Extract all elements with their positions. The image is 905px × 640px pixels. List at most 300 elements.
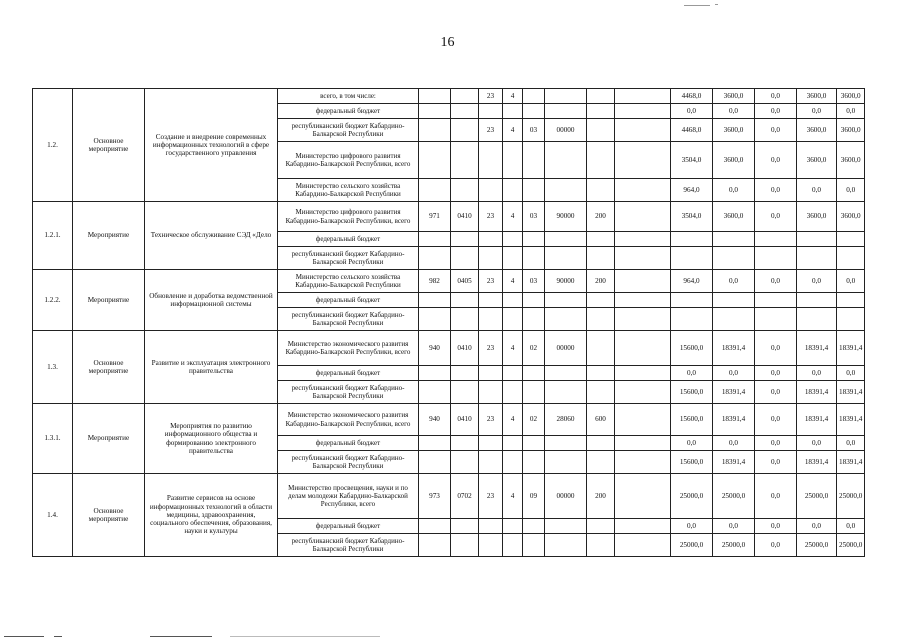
budget-code-c4: 4 — [503, 119, 523, 142]
amount-v1: 15600,0 — [671, 331, 713, 366]
budget-code-c2: 0702 — [451, 474, 479, 519]
funding-source: Министерство просвещения, науки и по делам молодежи Кабардино-Балкарской Республики, всего — [278, 474, 419, 519]
amount-v1: 25000,0 — [671, 474, 713, 519]
amount-v1: 15600,0 — [671, 381, 713, 404]
budget-code-c2: 0410 — [451, 404, 479, 436]
budget-code-c7 — [587, 534, 615, 557]
table-row — [33, 331, 865, 366]
budget-code-c6: 00000 — [545, 331, 587, 366]
budget-code-c4 — [503, 534, 523, 557]
budget-code-c1 — [419, 293, 451, 308]
funding-source: республиканский бюджет Кабардино-Балкарской Республики — [278, 534, 419, 557]
budget-code-c5 — [523, 451, 545, 474]
budget-code-c2 — [451, 293, 479, 308]
amount-v1: 3504,0 — [671, 142, 713, 179]
amount-v5: 18391,4 — [837, 451, 865, 474]
budget-code-c3: 23 — [479, 89, 503, 104]
amount-v1: 964,0 — [671, 270, 713, 293]
amount-v4: 18391,4 — [797, 381, 837, 404]
budget-code-c6 — [545, 451, 587, 474]
amount-v4: 0,0 — [797, 436, 837, 451]
amount-v5: 0,0 — [837, 270, 865, 293]
item-type: Основное мероприятие — [73, 89, 145, 202]
budget-code-c5: 02 — [523, 404, 545, 436]
empty-cell — [615, 381, 671, 404]
budget-code-c4: 4 — [503, 270, 523, 293]
amount-v1: 15600,0 — [671, 451, 713, 474]
budget-code-c4: 4 — [503, 202, 523, 232]
amount-v5: 0,0 — [837, 436, 865, 451]
budget-code-c2 — [451, 119, 479, 142]
budget-code-c7 — [587, 519, 615, 534]
amount-v3: 0,0 — [755, 451, 797, 474]
budget-code-c7 — [587, 89, 615, 104]
budget-code-c1: 940 — [419, 404, 451, 436]
budget-code-c5 — [523, 104, 545, 119]
empty-cell — [615, 308, 671, 331]
budget-code-c4: 4 — [503, 474, 523, 519]
budget-code-c4 — [503, 451, 523, 474]
budget-code-c2 — [451, 381, 479, 404]
amount-v2: 25000,0 — [713, 534, 755, 557]
budget-code-c5: 03 — [523, 202, 545, 232]
item-name: Развитие сервисов на основе информационных технологий в области медицины, здравоохранения, социального обеспечения, образования, науки и культуры — [145, 474, 278, 557]
budget-code-c6: 90000 — [545, 202, 587, 232]
budget-code-c4 — [503, 381, 523, 404]
budget-code-c4: 4 — [503, 331, 523, 366]
budget-code-c1 — [419, 381, 451, 404]
budget-code-c6 — [545, 104, 587, 119]
item-type: Основное мероприятие — [73, 331, 145, 404]
budget-code-c2 — [451, 142, 479, 179]
amount-v1 — [671, 308, 713, 331]
empty-cell — [615, 436, 671, 451]
amount-v2: 3600,0 — [713, 202, 755, 232]
amount-v2: 0,0 — [713, 436, 755, 451]
budget-code-c2 — [451, 179, 479, 202]
amount-v4: 0,0 — [797, 179, 837, 202]
funding-source: республиканский бюджет Кабардино-Балкарской Республики — [278, 308, 419, 331]
empty-cell — [615, 247, 671, 270]
scan-mark — [684, 5, 710, 6]
budget-code-c7: 600 — [587, 404, 615, 436]
funding-source: Министерство экономического развития Кабардино-Балкарской Республики, всего — [278, 331, 419, 366]
amount-v4: 18391,4 — [797, 331, 837, 366]
funding-source: Министерство сельского хозяйства Кабардино-Балкарской Республики — [278, 270, 419, 293]
funding-source: федеральный бюджет — [278, 232, 419, 247]
budget-code-c3 — [479, 451, 503, 474]
funding-source: Министерство сельского хозяйства Кабардино-Балкарской Республики — [278, 179, 419, 202]
budget-code-c5: 03 — [523, 270, 545, 293]
amount-v1: 0,0 — [671, 519, 713, 534]
table-row — [33, 474, 865, 519]
budget-code-c3 — [479, 293, 503, 308]
budget-code-c4 — [503, 104, 523, 119]
budget-code-c7 — [587, 232, 615, 247]
amount-v3: 0,0 — [755, 202, 797, 232]
scan-mark — [715, 4, 718, 5]
amount-v4: 3600,0 — [797, 89, 837, 104]
budget-code-c3 — [479, 308, 503, 331]
budget-code-c6 — [545, 381, 587, 404]
budget-code-c7: 200 — [587, 202, 615, 232]
amount-v3: 0,0 — [755, 179, 797, 202]
budget-code-c5 — [523, 308, 545, 331]
budget-code-c7 — [587, 366, 615, 381]
budget-code-c3: 23 — [479, 404, 503, 436]
budget-code-c7: 200 — [587, 474, 615, 519]
budget-code-c5 — [523, 366, 545, 381]
funding-source: федеральный бюджет — [278, 366, 419, 381]
amount-v5 — [837, 232, 865, 247]
budget-code-c5 — [523, 247, 545, 270]
budget-code-c6 — [545, 293, 587, 308]
item-number: 1.3.1. — [33, 404, 73, 474]
amount-v3: 0,0 — [755, 534, 797, 557]
budget-code-c6 — [545, 366, 587, 381]
budget-code-c6: 00000 — [545, 474, 587, 519]
empty-cell — [615, 519, 671, 534]
budget-code-c5 — [523, 232, 545, 247]
amount-v5: 18391,4 — [837, 331, 865, 366]
budget-code-c5: 03 — [523, 119, 545, 142]
budget-code-c5 — [523, 142, 545, 179]
page-number: 16 — [440, 35, 455, 50]
amount-v5: 18391,4 — [837, 404, 865, 436]
amount-v4 — [797, 308, 837, 331]
budget-code-c4: 4 — [503, 404, 523, 436]
amount-v1: 0,0 — [671, 436, 713, 451]
amount-v2 — [713, 247, 755, 270]
amount-v3 — [755, 232, 797, 247]
amount-v5: 3600,0 — [837, 89, 865, 104]
item-name: Создание и внедрение современных информационных технологий в сфере государственного управления — [145, 89, 278, 202]
item-type: Мероприятие — [73, 404, 145, 474]
amount-v3 — [755, 247, 797, 270]
budget-code-c4 — [503, 519, 523, 534]
budget-code-c3 — [479, 519, 503, 534]
empty-cell — [615, 534, 671, 557]
amount-v2: 0,0 — [713, 366, 755, 381]
budget-code-c2: 0410 — [451, 202, 479, 232]
item-name: Обновление и доработка ведомственной информационной системы — [145, 270, 278, 331]
scan-mark — [4, 636, 44, 637]
budget-code-c2 — [451, 534, 479, 557]
amount-v2: 18391,4 — [713, 331, 755, 366]
budget-code-c3 — [479, 534, 503, 557]
budget-code-c1 — [419, 89, 451, 104]
empty-cell — [615, 270, 671, 293]
empty-cell — [615, 331, 671, 366]
budget-code-c4 — [503, 232, 523, 247]
budget-code-c7 — [587, 247, 615, 270]
amount-v4: 0,0 — [797, 366, 837, 381]
bottom-scan-marks — [0, 634, 905, 640]
amount-v1 — [671, 247, 713, 270]
budget-code-c2 — [451, 366, 479, 381]
budget-code-c2 — [451, 247, 479, 270]
amount-v2: 18391,4 — [713, 381, 755, 404]
amount-v2: 0,0 — [713, 519, 755, 534]
item-type: Мероприятие — [73, 202, 145, 270]
amount-v4 — [797, 247, 837, 270]
amount-v2 — [713, 232, 755, 247]
funding-source: федеральный бюджет — [278, 436, 419, 451]
item-name: Мероприятия по развитию информационного общества и формированию электронного правительства — [145, 404, 278, 474]
amount-v2: 0,0 — [713, 104, 755, 119]
scan-mark — [54, 636, 62, 637]
amount-v2 — [713, 308, 755, 331]
amount-v3: 0,0 — [755, 366, 797, 381]
budget-code-c6 — [545, 232, 587, 247]
budget-code-c1 — [419, 247, 451, 270]
empty-cell — [615, 293, 671, 308]
budget-code-c6 — [545, 142, 587, 179]
amount-v5: 0,0 — [837, 104, 865, 119]
amount-v4: 25000,0 — [797, 474, 837, 519]
budget-code-c4 — [503, 293, 523, 308]
amount-v5: 0,0 — [837, 366, 865, 381]
scan-mark — [230, 636, 380, 637]
budget-code-c3: 23 — [479, 202, 503, 232]
budget-code-c1 — [419, 179, 451, 202]
budget-code-c2 — [451, 436, 479, 451]
budget-code-c3: 23 — [479, 119, 503, 142]
amount-v2: 3600,0 — [713, 142, 755, 179]
amount-v3: 0,0 — [755, 436, 797, 451]
amount-v5: 3600,0 — [837, 119, 865, 142]
item-type: Основное мероприятие — [73, 474, 145, 557]
amount-v1 — [671, 232, 713, 247]
item-number: 1.3. — [33, 331, 73, 404]
amount-v4: 3600,0 — [797, 142, 837, 179]
budget-code-c1 — [419, 308, 451, 331]
budget-code-c6 — [545, 89, 587, 104]
amount-v4: 25000,0 — [797, 534, 837, 557]
budget-code-c1 — [419, 534, 451, 557]
empty-cell — [615, 89, 671, 104]
budget-code-c5: 02 — [523, 331, 545, 366]
budget-code-c4 — [503, 366, 523, 381]
amount-v3 — [755, 308, 797, 331]
budget-code-c6: 90000 — [545, 270, 587, 293]
budget-code-c2 — [451, 451, 479, 474]
table-row — [33, 270, 865, 293]
item-number: 1.2. — [33, 89, 73, 202]
budget-code-c3: 23 — [479, 474, 503, 519]
amount-v2 — [713, 293, 755, 308]
amount-v3: 0,0 — [755, 104, 797, 119]
budget-code-c2: 0410 — [451, 331, 479, 366]
table-row — [33, 202, 865, 232]
funding-source: республиканский бюджет Кабардино-Балкарской Республики — [278, 381, 419, 404]
item-name: Развитие и эксплуатация электронного правительства — [145, 331, 278, 404]
budget-code-c7 — [587, 381, 615, 404]
amount-v1: 4468,0 — [671, 119, 713, 142]
budget-code-c4 — [503, 179, 523, 202]
budget-code-c6 — [545, 436, 587, 451]
amount-v3: 0,0 — [755, 270, 797, 293]
amount-v1 — [671, 293, 713, 308]
budget-code-c1: 971 — [419, 202, 451, 232]
empty-cell — [615, 179, 671, 202]
amount-v5 — [837, 247, 865, 270]
budget-code-c1 — [419, 451, 451, 474]
funding-source: Министерство цифрового развития Кабардино-Балкарской Республики, всего — [278, 202, 419, 232]
budget-code-c6 — [545, 247, 587, 270]
amount-v4: 0,0 — [797, 519, 837, 534]
amount-v3: 0,0 — [755, 519, 797, 534]
budget-code-c6: 00000 — [545, 119, 587, 142]
budget-code-c4 — [503, 436, 523, 451]
budget-code-c3: 23 — [479, 331, 503, 366]
budget-code-c7 — [587, 142, 615, 179]
budget-code-c2 — [451, 519, 479, 534]
budget-code-c3 — [479, 232, 503, 247]
budget-code-c7 — [587, 451, 615, 474]
amount-v3: 0,0 — [755, 331, 797, 366]
amount-v3 — [755, 293, 797, 308]
budget-code-c4 — [503, 142, 523, 179]
funding-source: федеральный бюджет — [278, 519, 419, 534]
budget-code-c5: 09 — [523, 474, 545, 519]
amount-v2: 0,0 — [713, 270, 755, 293]
empty-cell — [615, 404, 671, 436]
budget-code-c7 — [587, 293, 615, 308]
funding-source: республиканский бюджет Кабардино-Балкарской Республики — [278, 119, 419, 142]
budget-code-c5 — [523, 381, 545, 404]
budget-code-c5 — [523, 293, 545, 308]
item-number: 1.2.2. — [33, 270, 73, 331]
amount-v5: 0,0 — [837, 519, 865, 534]
budget-code-c7 — [587, 104, 615, 119]
funding-source: Министерство экономического развития Кабардино-Балкарской Республики, всего — [278, 404, 419, 436]
empty-cell — [615, 104, 671, 119]
budget-code-c6 — [545, 308, 587, 331]
funding-source: республиканский бюджет Кабардино-Балкарской Республики — [278, 247, 419, 270]
amount-v2: 3600,0 — [713, 119, 755, 142]
budget-code-c1 — [419, 519, 451, 534]
empty-cell — [615, 474, 671, 519]
amount-v2: 18391,4 — [713, 451, 755, 474]
amount-v1: 0,0 — [671, 366, 713, 381]
budget-code-c6 — [545, 179, 587, 202]
amount-v5: 25000,0 — [837, 534, 865, 557]
amount-v2: 0,0 — [713, 179, 755, 202]
budget-code-c2 — [451, 232, 479, 247]
item-number: 1.4. — [33, 474, 73, 557]
amount-v3: 0,0 — [755, 404, 797, 436]
amount-v1: 15600,0 — [671, 404, 713, 436]
budget-code-c1: 973 — [419, 474, 451, 519]
amount-v5 — [837, 293, 865, 308]
budget-code-c4: 4 — [503, 89, 523, 104]
amount-v4 — [797, 293, 837, 308]
funding-source: федеральный бюджет — [278, 293, 419, 308]
amount-v4: 18391,4 — [797, 451, 837, 474]
empty-cell — [615, 232, 671, 247]
amount-v3: 0,0 — [755, 89, 797, 104]
budget-code-c3 — [479, 179, 503, 202]
amount-v4: 18391,4 — [797, 404, 837, 436]
budget-table — [32, 88, 865, 557]
budget-code-c1 — [419, 366, 451, 381]
amount-v5: 18391,4 — [837, 381, 865, 404]
amount-v5: 0,0 — [837, 179, 865, 202]
budget-code-c5 — [523, 436, 545, 451]
amount-v4: 0,0 — [797, 104, 837, 119]
funding-source: Министерство цифрового развития Кабардино-Балкарской Республики, всего — [278, 142, 419, 179]
amount-v1: 964,0 — [671, 179, 713, 202]
budget-code-c5 — [523, 179, 545, 202]
budget-code-c4 — [503, 308, 523, 331]
budget-code-c7 — [587, 119, 615, 142]
budget-code-c6 — [545, 519, 587, 534]
amount-v1: 3504,0 — [671, 202, 713, 232]
amount-v1: 25000,0 — [671, 534, 713, 557]
budget-code-c1 — [419, 142, 451, 179]
amount-v4: 3600,0 — [797, 119, 837, 142]
budget-code-c1 — [419, 104, 451, 119]
budget-code-c5 — [523, 534, 545, 557]
item-name: Техническое обслуживание СЭД «Дело — [145, 202, 278, 270]
amount-v5: 3600,0 — [837, 142, 865, 179]
budget-code-c5 — [523, 89, 545, 104]
budget-code-c3 — [479, 381, 503, 404]
table-row — [33, 404, 865, 436]
budget-code-c1 — [419, 436, 451, 451]
funding-source: федеральный бюджет — [278, 104, 419, 119]
budget-code-c1: 940 — [419, 331, 451, 366]
budget-code-c4 — [503, 247, 523, 270]
budget-code-c7 — [587, 308, 615, 331]
empty-cell — [615, 202, 671, 232]
budget-code-c2: 0405 — [451, 270, 479, 293]
budget-code-c7 — [587, 179, 615, 202]
amount-v3: 0,0 — [755, 142, 797, 179]
empty-cell — [615, 142, 671, 179]
budget-code-c3 — [479, 436, 503, 451]
budget-code-c3 — [479, 142, 503, 179]
budget-code-c3 — [479, 366, 503, 381]
budget-code-c7 — [587, 331, 615, 366]
funding-source: республиканский бюджет Кабардино-Балкарской Республики — [278, 451, 419, 474]
amount-v5 — [837, 308, 865, 331]
amount-v2: 25000,0 — [713, 474, 755, 519]
item-number: 1.2.1. — [33, 202, 73, 270]
amount-v4 — [797, 232, 837, 247]
item-type: Мероприятие — [73, 270, 145, 331]
amount-v2: 18391,4 — [713, 404, 755, 436]
amount-v1: 0,0 — [671, 104, 713, 119]
budget-code-c5 — [523, 519, 545, 534]
budget-code-c6: 28060 — [545, 404, 587, 436]
amount-v4: 0,0 — [797, 270, 837, 293]
budget-code-c3: 23 — [479, 270, 503, 293]
empty-cell — [615, 119, 671, 142]
amount-v2: 3600,0 — [713, 89, 755, 104]
budget-code-c1: 982 — [419, 270, 451, 293]
budget-code-c1 — [419, 119, 451, 142]
budget-code-c7 — [587, 436, 615, 451]
budget-code-c3 — [479, 247, 503, 270]
empty-cell — [615, 451, 671, 474]
budget-code-c2 — [451, 89, 479, 104]
funding-source: всего, в том числе: — [278, 89, 419, 104]
budget-code-c3 — [479, 104, 503, 119]
table-body — [33, 89, 865, 557]
budget-code-c6 — [545, 534, 587, 557]
